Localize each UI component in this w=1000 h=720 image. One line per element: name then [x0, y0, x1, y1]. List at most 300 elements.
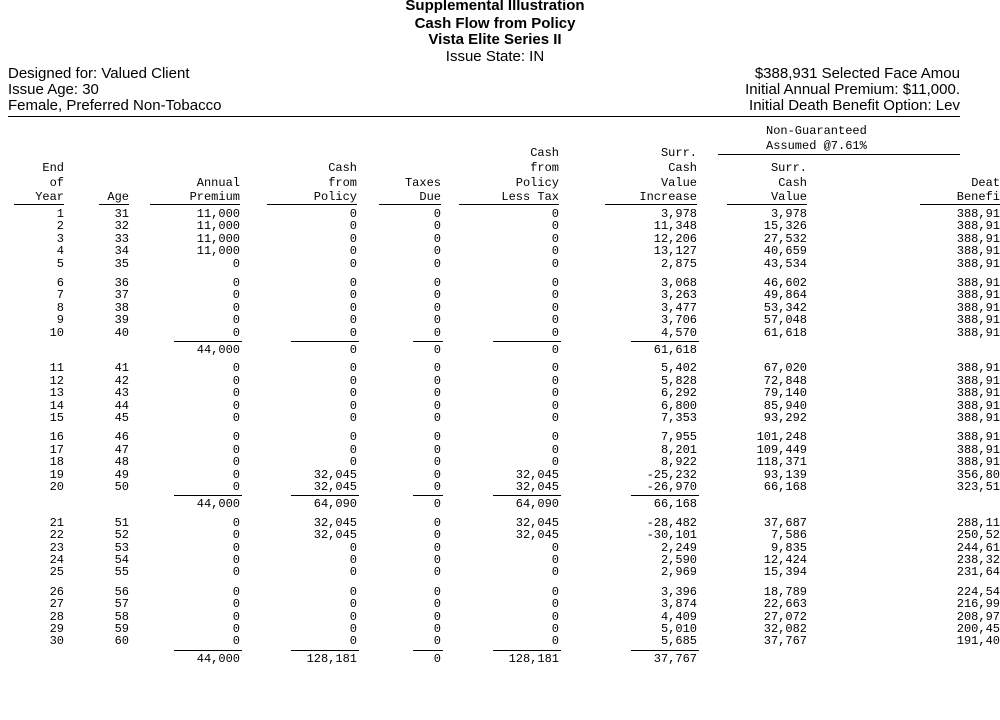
table-cell-cash-from-policy: 0 [349, 256, 357, 271]
table-cell-death-benefit: 388,91 [956, 398, 1000, 413]
table-cell-age: 33 [114, 231, 129, 246]
report-subtitle: Cash Flow from Policy [414, 15, 576, 32]
table-cell-year: 15 [49, 411, 64, 425]
table-cell-age: 49 [114, 467, 129, 482]
table-cell-year: 6 [56, 276, 64, 290]
table-cell-year: 16 [49, 430, 64, 445]
table-cell-surr-increase: 4,409 [660, 609, 697, 624]
subtotal-rule [291, 341, 359, 342]
table-cell-premium: 0 [232, 386, 240, 401]
table-cell-surr-increase: 5,010 [660, 622, 697, 636]
table-cell-death-benefit: 288,11 [956, 515, 1000, 530]
table-cell-premium: 11,000 [196, 207, 240, 221]
table-cell-death-benefit: 388,91 [956, 325, 1000, 340]
table-cell-surr-increase: 6,292 [660, 386, 697, 401]
table-cell-death-benefit: 388,91 [956, 373, 1000, 388]
table-cell-year: 19 [49, 467, 64, 482]
table-cell-death-benefit: 388,91 [956, 411, 1000, 425]
table-cell-premium: 0 [232, 480, 240, 494]
col-header-surr-value-line2: Cash [778, 176, 807, 190]
table-cell-death-benefit: 388,91 [956, 207, 1000, 221]
table-cell-cash-less-tax: 0 [551, 565, 559, 580]
table-cell-year: 2 [56, 219, 64, 234]
table-cell-cash-from-policy: 0 [349, 553, 357, 567]
table-cell-surr-increase: 3,978 [660, 207, 697, 221]
col-header-surr-value-line1: Surr. [770, 161, 807, 175]
table-cell-age: 31 [114, 207, 129, 221]
table-cell-cash-less-tax: 0 [551, 313, 559, 328]
table-cell-surr-increase: -30,101 [646, 528, 697, 543]
table-cell-taxes: 0 [433, 565, 441, 580]
table-cell-premium: 0 [232, 540, 240, 555]
table-cell-death-benefit: 208,97 [956, 609, 1000, 624]
table-cell-surr-increase: 7,353 [660, 411, 697, 425]
table-cell-surr-value: 43,534 [763, 256, 807, 271]
subtotal-rule [413, 495, 443, 496]
table-cell-surr-increase: 2,249 [660, 540, 697, 555]
table-cell-taxes: 0 [433, 634, 441, 649]
table-cell-year: 30 [49, 634, 64, 649]
table-cell-surr-increase: 5,402 [660, 361, 697, 376]
col-header-year-line1: End [42, 161, 64, 175]
table-cell-cash-from-policy: 0 [349, 207, 357, 221]
table-cell-age: 36 [114, 276, 129, 290]
table-cell-surr-increase: 13,127 [653, 244, 697, 259]
non-guaranteed-label: Non-Guaranteed [766, 124, 867, 138]
table-cell-cash-less-tax: 0 [551, 300, 559, 315]
table-cell-age: 59 [114, 622, 129, 636]
table-cell-premium: 0 [232, 553, 240, 567]
table-cell-premium: 0 [232, 325, 240, 340]
table-cell-death-benefit: 191,40 [956, 634, 1000, 649]
subtotal-cell-surr-increase: 66,168 [653, 497, 697, 512]
table-cell-surr-value: 66,168 [763, 480, 807, 494]
table-cell-cash-from-policy: 0 [349, 325, 357, 340]
table-cell-death-benefit: 231,64 [956, 565, 1000, 580]
table-cell-taxes: 0 [433, 361, 441, 376]
subtotal-rule [493, 650, 561, 651]
table-cell-surr-increase: 8,922 [660, 455, 697, 470]
table-cell-premium: 0 [232, 300, 240, 315]
table-cell-surr-value: 101,248 [756, 430, 807, 445]
table-cell-year: 9 [56, 313, 64, 328]
table-cell-cash-less-tax: 0 [551, 231, 559, 246]
col-header-age-line1: Age [99, 191, 129, 205]
table-cell-year: 17 [49, 442, 64, 457]
table-cell-surr-value: 85,940 [763, 398, 807, 413]
subtotal-cell-cash-from-policy: 0 [349, 343, 357, 357]
table-cell-taxes: 0 [433, 231, 441, 246]
table-cell-cash-less-tax: 0 [551, 622, 559, 636]
table-cell-premium: 0 [232, 565, 240, 580]
table-cell-cash-from-policy: 0 [349, 609, 357, 624]
table-cell-death-benefit: 388,91 [956, 244, 1000, 259]
death-benefit-option: Initial Death Benefit Option: Lev [749, 97, 960, 114]
table-cell-cash-less-tax: 0 [551, 219, 559, 234]
table-cell-premium: 0 [232, 313, 240, 328]
col-header-premium-line1: Annual [196, 176, 240, 190]
table-cell-age: 58 [114, 609, 129, 624]
table-cell-premium: 0 [232, 256, 240, 271]
table-cell-premium: 0 [232, 597, 240, 612]
table-cell-death-benefit: 388,91 [956, 276, 1000, 290]
col-header-cash-less-tax-line2: from [530, 161, 559, 175]
table-cell-cash-less-tax: 0 [551, 361, 559, 376]
table-cell-taxes: 0 [433, 467, 441, 482]
table-cell-surr-value: 3,978 [770, 207, 807, 221]
table-cell-cash-less-tax: 32,045 [515, 480, 559, 494]
table-cell-surr-value: 61,618 [763, 325, 807, 340]
table-cell-surr-increase: 3,263 [660, 288, 697, 303]
table-cell-surr-value: 37,687 [763, 515, 807, 530]
table-cell-taxes: 0 [433, 430, 441, 445]
table-cell-year: 14 [49, 398, 64, 413]
table-cell-cash-less-tax: 0 [551, 373, 559, 388]
table-cell-cash-less-tax: 0 [551, 256, 559, 271]
table-cell-cash-less-tax: 0 [551, 634, 559, 649]
table-cell-cash-from-policy: 0 [349, 373, 357, 388]
table-cell-surr-increase: 3,706 [660, 313, 697, 328]
table-cell-taxes: 0 [433, 411, 441, 425]
col-header-cash-less-tax-line4: Less Tax [459, 191, 559, 205]
subtotal-rule [631, 341, 699, 342]
table-cell-death-benefit: 388,91 [956, 231, 1000, 246]
table-cell-death-benefit: 216,99 [956, 597, 1000, 612]
table-cell-surr-increase: 3,874 [660, 597, 697, 612]
table-cell-surr-value: 57,048 [763, 313, 807, 328]
table-cell-age: 44 [114, 398, 129, 413]
issue-state: Issue State: IN [445, 48, 545, 65]
table-cell-premium: 11,000 [196, 244, 240, 259]
col-header-death-benefit-line1: Deat [971, 176, 1000, 190]
table-cell-year: 1 [56, 207, 64, 221]
table-cell-taxes: 0 [433, 584, 441, 599]
table-cell-cash-less-tax: 0 [551, 411, 559, 425]
table-cell-surr-value: 118,371 [756, 455, 807, 470]
table-cell-taxes: 0 [433, 300, 441, 315]
table-cell-cash-less-tax: 0 [551, 288, 559, 303]
table-cell-taxes: 0 [433, 455, 441, 470]
table-cell-age: 38 [114, 300, 129, 315]
table-cell-age: 51 [114, 515, 129, 530]
table-cell-premium: 11,000 [196, 219, 240, 234]
table-cell-age: 60 [114, 634, 129, 649]
table-cell-cash-from-policy: 32,045 [313, 480, 357, 494]
table-cell-age: 40 [114, 325, 129, 340]
table-cell-taxes: 0 [433, 313, 441, 328]
table-cell-cash-from-policy: 0 [349, 540, 357, 555]
table-cell-premium: 0 [232, 455, 240, 470]
table-cell-cash-less-tax: 32,045 [515, 528, 559, 543]
table-cell-surr-value: 40,659 [763, 244, 807, 259]
table-cell-cash-less-tax: 0 [551, 442, 559, 457]
col-header-year-line2: of [49, 176, 64, 190]
table-cell-taxes: 0 [433, 553, 441, 567]
table-cell-surr-value: 93,292 [763, 411, 807, 425]
table-cell-cash-from-policy: 32,045 [313, 467, 357, 482]
table-cell-surr-value: 27,072 [763, 609, 807, 624]
subtotal-rule [291, 495, 359, 496]
col-header-surr-increase-line2: Cash [668, 161, 697, 175]
subtotal-rule [174, 495, 242, 496]
table-cell-year: 25 [49, 565, 64, 580]
table-cell-taxes: 0 [433, 219, 441, 234]
table-cell-surr-value: 72,848 [763, 373, 807, 388]
subtotal-rule [413, 650, 443, 651]
table-cell-surr-increase: 2,590 [660, 553, 697, 567]
table-cell-surr-value: 37,767 [763, 634, 807, 649]
table-cell-death-benefit: 224,54 [956, 584, 1000, 599]
table-cell-taxes: 0 [433, 442, 441, 457]
table-cell-year: 29 [49, 622, 64, 636]
table-cell-surr-value: 67,020 [763, 361, 807, 376]
subtotal-cell-cash-less-tax: 0 [551, 343, 559, 357]
table-cell-year: 24 [49, 553, 64, 567]
table-cell-year: 10 [49, 325, 64, 340]
table-cell-age: 46 [114, 430, 129, 445]
col-header-surr-increase-line1: Surr. [660, 146, 697, 160]
table-cell-year: 4 [56, 244, 64, 259]
table-cell-cash-less-tax: 0 [551, 584, 559, 599]
table-cell-cash-from-policy: 0 [349, 442, 357, 457]
table-cell-year: 12 [49, 373, 64, 388]
table-cell-surr-value: 15,394 [763, 565, 807, 580]
table-cell-year: 5 [56, 256, 64, 271]
table-cell-surr-value: 22,663 [763, 597, 807, 612]
table-cell-year: 22 [49, 528, 64, 543]
table-cell-taxes: 0 [433, 398, 441, 413]
table-cell-premium: 0 [232, 276, 240, 290]
table-cell-surr-value: 18,789 [763, 584, 807, 599]
col-header-taxes-line2: Due [379, 191, 441, 205]
col-header-cash-less-tax-line1: Cash [530, 146, 559, 160]
table-cell-death-benefit: 244,61 [956, 540, 1000, 555]
table-cell-surr-value: 9,835 [770, 540, 807, 555]
col-header-surr-increase-line3: Value [660, 176, 697, 190]
table-cell-cash-from-policy: 0 [349, 313, 357, 328]
table-cell-cash-less-tax: 32,045 [515, 515, 559, 530]
table-cell-surr-increase: 8,201 [660, 442, 697, 457]
table-cell-surr-increase: 5,828 [660, 373, 697, 388]
subtotal-cell-premium: 44,000 [196, 651, 240, 666]
col-header-year-line3: Year [14, 191, 64, 205]
table-cell-year: 27 [49, 597, 64, 612]
table-cell-cash-less-tax: 0 [551, 398, 559, 413]
table-cell-age: 56 [114, 584, 129, 599]
table-cell-age: 35 [114, 256, 129, 271]
table-cell-age: 32 [114, 219, 129, 234]
subtotal-cell-cash-from-policy: 64,090 [313, 497, 357, 512]
table-cell-age: 52 [114, 528, 129, 543]
subtotal-rule [493, 495, 561, 496]
table-cell-age: 45 [114, 411, 129, 425]
table-cell-premium: 0 [232, 442, 240, 457]
table-cell-premium: 0 [232, 398, 240, 413]
table-cell-age: 47 [114, 442, 129, 457]
table-cell-cash-from-policy: 0 [349, 622, 357, 636]
subtotal-cell-cash-less-tax: 64,090 [515, 497, 559, 512]
table-cell-surr-increase: 7,955 [660, 430, 697, 445]
table-cell-surr-increase: 6,800 [660, 398, 697, 413]
table-cell-cash-from-policy: 0 [349, 398, 357, 413]
table-cell-cash-from-policy: 0 [349, 455, 357, 470]
table-cell-age: 43 [114, 386, 129, 401]
table-cell-cash-from-policy: 0 [349, 276, 357, 290]
table-cell-year: 26 [49, 584, 64, 599]
table-cell-age: 57 [114, 597, 129, 612]
subtotal-cell-taxes: 0 [433, 497, 441, 512]
table-cell-surr-increase: -28,482 [646, 515, 697, 530]
table-cell-cash-from-policy: 0 [349, 597, 357, 612]
table-cell-premium: 0 [232, 622, 240, 636]
table-cell-surr-value: 49,864 [763, 288, 807, 303]
table-cell-surr-increase: -25,232 [646, 467, 697, 482]
table-cell-cash-from-policy: 0 [349, 219, 357, 234]
table-cell-surr-value: 7,586 [770, 528, 807, 543]
table-cell-cash-from-policy: 0 [349, 361, 357, 376]
table-cell-taxes: 0 [433, 256, 441, 271]
table-cell-cash-from-policy: 0 [349, 565, 357, 580]
subtotal-rule [631, 650, 699, 651]
table-cell-cash-from-policy: 32,045 [313, 528, 357, 543]
subtotal-cell-cash-from-policy: 128,181 [306, 651, 357, 666]
table-cell-taxes: 0 [433, 622, 441, 636]
col-header-cash-from-policy-line1: Cash [328, 161, 357, 175]
table-cell-premium: 0 [232, 467, 240, 482]
table-cell-surr-increase: 12,206 [653, 231, 697, 246]
risk-class: Female, Preferred Non-Tobacco [8, 97, 222, 114]
table-cell-premium: 0 [232, 584, 240, 599]
table-cell-year: 20 [49, 480, 64, 494]
face-amount: $388,931 Selected Face Amou [754, 65, 960, 82]
product-name: Vista Elite Series II [428, 31, 562, 48]
table-cell-age: 48 [114, 455, 129, 470]
table-cell-cash-less-tax: 0 [551, 609, 559, 624]
table-cell-premium: 0 [232, 288, 240, 303]
table-cell-year: 21 [49, 515, 64, 530]
table-cell-death-benefit: 388,91 [956, 442, 1000, 457]
table-cell-cash-less-tax: 0 [551, 553, 559, 567]
table-cell-age: 42 [114, 373, 129, 388]
subtotal-cell-cash-less-tax: 128,181 [508, 651, 559, 666]
table-cell-surr-value: 15,326 [763, 219, 807, 234]
subtotal-cell-premium: 44,000 [196, 343, 240, 357]
table-cell-taxes: 0 [433, 609, 441, 624]
table-cell-cash-from-policy: 0 [349, 300, 357, 315]
table-cell-age: 53 [114, 540, 129, 555]
table-cell-death-benefit: 238,32 [956, 553, 1000, 567]
table-cell-taxes: 0 [433, 386, 441, 401]
table-cell-death-benefit: 388,91 [956, 219, 1000, 234]
table-cell-premium: 0 [232, 361, 240, 376]
table-cell-cash-less-tax: 0 [551, 276, 559, 290]
table-cell-premium: 11,000 [196, 231, 240, 246]
table-cell-death-benefit: 388,91 [956, 300, 1000, 315]
table-cell-year: 8 [56, 300, 64, 315]
table-cell-cash-less-tax: 0 [551, 455, 559, 470]
table-cell-cash-from-policy: 0 [349, 584, 357, 599]
table-cell-death-benefit: 388,91 [956, 455, 1000, 470]
table-cell-cash-less-tax: 0 [551, 430, 559, 445]
table-cell-cash-less-tax: 0 [551, 325, 559, 340]
assumed-rate-label: Assumed @7.61% [766, 139, 867, 153]
table-cell-age: 39 [114, 313, 129, 328]
table-cell-cash-from-policy: 0 [349, 386, 357, 401]
table-cell-death-benefit: 388,91 [956, 256, 1000, 271]
table-cell-taxes: 0 [433, 288, 441, 303]
table-cell-cash-less-tax: 0 [551, 386, 559, 401]
table-cell-surr-increase: 3,477 [660, 300, 697, 315]
designed-for: Designed for: Valued Client [8, 65, 190, 82]
table-cell-premium: 0 [232, 411, 240, 425]
table-cell-cash-from-policy: 0 [349, 244, 357, 259]
table-cell-year: 13 [49, 386, 64, 401]
table-cell-surr-value: 46,602 [763, 276, 807, 290]
subtotal-cell-premium: 44,000 [196, 497, 240, 512]
table-cell-cash-from-policy: 0 [349, 288, 357, 303]
table-cell-cash-less-tax: 0 [551, 540, 559, 555]
table-cell-death-benefit: 388,91 [956, 430, 1000, 445]
table-cell-death-benefit: 356,80 [956, 467, 1000, 482]
table-cell-premium: 0 [232, 634, 240, 649]
table-cell-surr-value: 79,140 [763, 386, 807, 401]
col-header-surr-increase-line4: Increase [605, 191, 697, 205]
table-cell-taxes: 0 [433, 244, 441, 259]
table-cell-cash-from-policy: 0 [349, 634, 357, 649]
table-cell-surr-value: 27,532 [763, 231, 807, 246]
subtotal-rule [174, 650, 242, 651]
table-cell-taxes: 0 [433, 528, 441, 543]
table-cell-taxes: 0 [433, 597, 441, 612]
initial-premium: Initial Annual Premium: $11,000. [745, 81, 960, 98]
table-cell-death-benefit: 250,52 [956, 528, 1000, 543]
table-cell-surr-increase: 5,685 [660, 634, 697, 649]
subtotal-cell-surr-increase: 37,767 [653, 651, 697, 666]
table-cell-taxes: 0 [433, 207, 441, 221]
table-cell-death-benefit: 388,91 [956, 313, 1000, 328]
table-cell-premium: 0 [232, 430, 240, 445]
table-cell-cash-less-tax: 0 [551, 244, 559, 259]
table-cell-age: 37 [114, 288, 129, 303]
subtotal-cell-taxes: 0 [433, 651, 441, 666]
subtotal-rule [493, 341, 561, 342]
table-cell-taxes: 0 [433, 540, 441, 555]
table-cell-cash-from-policy: 32,045 [313, 515, 357, 530]
col-header-premium-line2: Premium [150, 191, 240, 205]
table-cell-surr-increase: 4,570 [660, 325, 697, 340]
col-header-cash-less-tax-line3: Policy [515, 176, 559, 190]
subtotal-cell-surr-increase: 61,618 [653, 343, 697, 357]
table-cell-age: 55 [114, 565, 129, 580]
issue-age: Issue Age: 30 [8, 81, 99, 98]
subtotal-rule [291, 650, 359, 651]
table-cell-surr-increase: 11,348 [653, 219, 697, 234]
table-cell-age: 54 [114, 553, 129, 567]
col-header-death-benefit-line2: Benefi [920, 191, 1000, 205]
table-cell-age: 34 [114, 244, 129, 259]
table-cell-taxes: 0 [433, 480, 441, 494]
table-cell-cash-from-policy: 0 [349, 231, 357, 246]
table-cell-death-benefit: 388,91 [956, 361, 1000, 376]
table-cell-taxes: 0 [433, 325, 441, 340]
table-cell-surr-value: 12,424 [763, 553, 807, 567]
table-cell-year: 18 [49, 455, 64, 470]
table-cell-cash-from-policy: 0 [349, 430, 357, 445]
table-cell-taxes: 0 [433, 515, 441, 530]
table-cell-year: 11 [49, 361, 64, 376]
table-cell-surr-increase: 3,068 [660, 276, 697, 290]
table-cell-taxes: 0 [433, 276, 441, 290]
